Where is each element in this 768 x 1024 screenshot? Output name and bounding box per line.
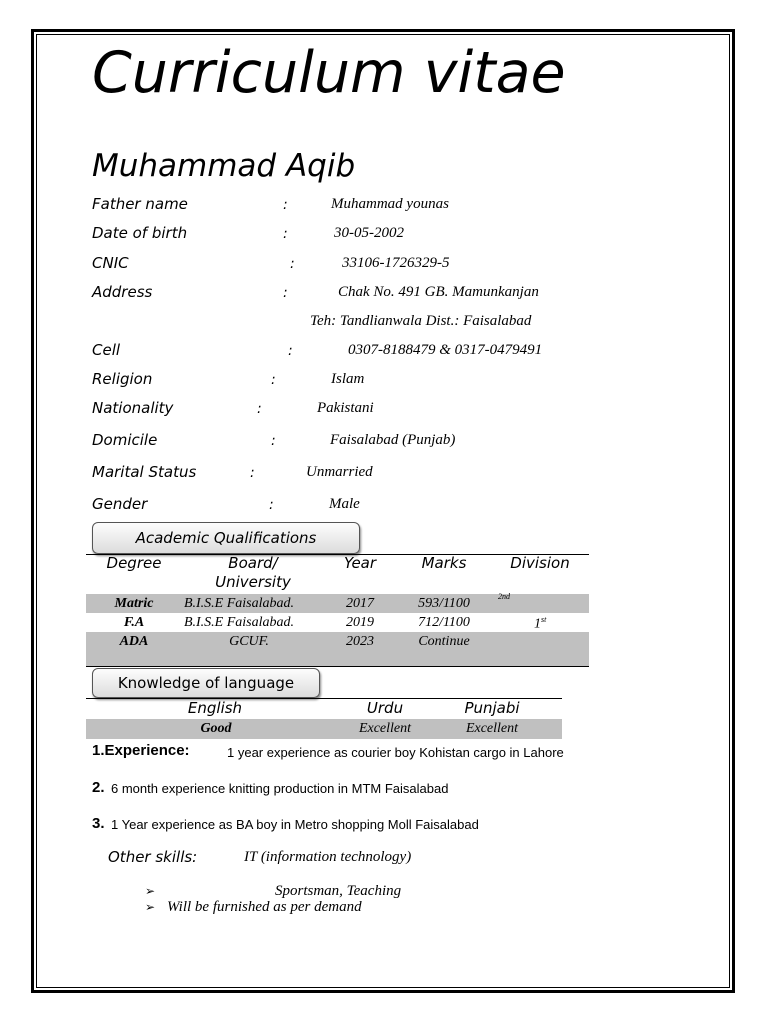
colon: : <box>250 465 255 481</box>
label-father-name: Father name <box>92 195 188 213</box>
header-year: Year <box>343 554 377 572</box>
label-religion: Religion <box>92 370 153 388</box>
division-suffix: st <box>541 615 547 624</box>
skill-bullet-2: Will be furnished as per demand <box>167 899 362 915</box>
row-matric-division: 2nd <box>498 592 510 601</box>
row-fa-year: 2019 <box>346 615 374 630</box>
value-father-name: Muhammad younas <box>331 196 449 212</box>
row-ada-board: GCUF. <box>229 634 269 649</box>
header-degree: Degree <box>106 554 162 572</box>
experience-2-text: 6 month experience knitting production in MTM Faisalabad <box>111 781 449 796</box>
header-english: English <box>187 699 243 717</box>
person-name: Muhammad Aqib <box>92 148 356 184</box>
label-gender: Gender <box>92 495 148 513</box>
label-marital-status: Marital Status <box>92 463 197 481</box>
colon: : <box>283 197 288 213</box>
division-number: 1 <box>534 616 541 632</box>
value-domicile: Faisalabad (Punjab) <box>330 432 456 448</box>
value-nationality: Pakistani <box>317 400 374 416</box>
row-fa-degree: F.A <box>123 615 145 630</box>
colon: : <box>271 372 276 388</box>
header-punjabi: Punjabi <box>464 699 520 717</box>
other-skills-label: Other skills: <box>108 848 198 866</box>
row-matric-degree: Matric <box>114 596 154 611</box>
row-matric-board: B.I.S.E Faisalabad. <box>183 596 295 611</box>
value-punjabi: Excellent <box>465 721 519 736</box>
experience-2-number: 2. <box>92 779 105 796</box>
value-address-line1: Chak No. 491 GB. Mamunkanjan <box>338 284 539 300</box>
colon: : <box>288 343 293 359</box>
row-fa-division <box>534 615 546 633</box>
header-university: University <box>215 573 291 591</box>
experience-1-number: 1.Experience: <box>92 742 190 759</box>
skill-bullet-1: Sportsman, Teaching <box>275 883 402 899</box>
value-address-line2: Teh: Tandlianwala Dist.: Faisalabad <box>310 313 532 329</box>
colon: : <box>283 226 288 242</box>
experience-1-text: 1 year experience as courier boy Kohistan cargo in Lahore <box>227 745 564 760</box>
value-marital-status: Unmarried <box>306 464 373 480</box>
value-cell: 0307-8188479 & 0317-0479491 <box>348 342 543 358</box>
label-address: Address <box>92 283 153 301</box>
bullet-arrow-icon: ➢ <box>145 900 156 914</box>
label-cnic: CNIC <box>92 254 129 272</box>
academic-qualifications-heading: Academic Qualifications <box>92 522 360 554</box>
label-date-of-birth: Date of birth <box>92 224 188 242</box>
header-urdu: Urdu <box>366 699 404 717</box>
value-english: Good <box>200 721 232 736</box>
colon: : <box>269 497 274 513</box>
table-bottom-border <box>86 666 589 667</box>
colon: : <box>283 285 288 301</box>
experience-3-text: 1 Year experience as BA boy in Metro shopping Moll Faisalabad <box>111 817 479 832</box>
row-fa-board: B.I.S.E Faisalabad. <box>183 615 295 630</box>
document-title: Curriculum vitae <box>92 40 566 106</box>
knowledge-of-language-heading: Knowledge of language <box>92 668 320 698</box>
row-ada-degree: ADA <box>119 634 149 649</box>
colon: : <box>290 256 295 272</box>
header-division: Division <box>510 554 570 572</box>
row-ada-marks: Continue <box>418 634 470 649</box>
bullet-arrow-icon: ➢ <box>145 884 156 898</box>
experience-3-number: 3. <box>92 815 105 832</box>
other-skills-value: IT (information technology) <box>244 849 412 865</box>
value-cnic: 33106-1726329-5 <box>342 255 450 271</box>
label-nationality: Nationality <box>92 399 174 417</box>
row-matric-year: 2017 <box>346 596 374 611</box>
colon: : <box>257 401 262 417</box>
value-religion: Islam <box>331 371 365 387</box>
row-matric-marks: 593/1100 <box>418 596 470 611</box>
colon: : <box>271 433 276 449</box>
value-urdu: Excellent <box>358 721 412 736</box>
row-fa-marks: 712/1100 <box>418 615 470 630</box>
row-ada-year: 2023 <box>346 634 374 649</box>
value-date-of-birth: 30-05-2002 <box>334 225 404 241</box>
header-board: Board/ <box>228 554 278 572</box>
header-marks: Marks <box>421 554 467 572</box>
value-gender: Male <box>329 496 360 512</box>
label-domicile: Domicile <box>92 431 158 449</box>
label-cell: Cell <box>92 341 121 359</box>
